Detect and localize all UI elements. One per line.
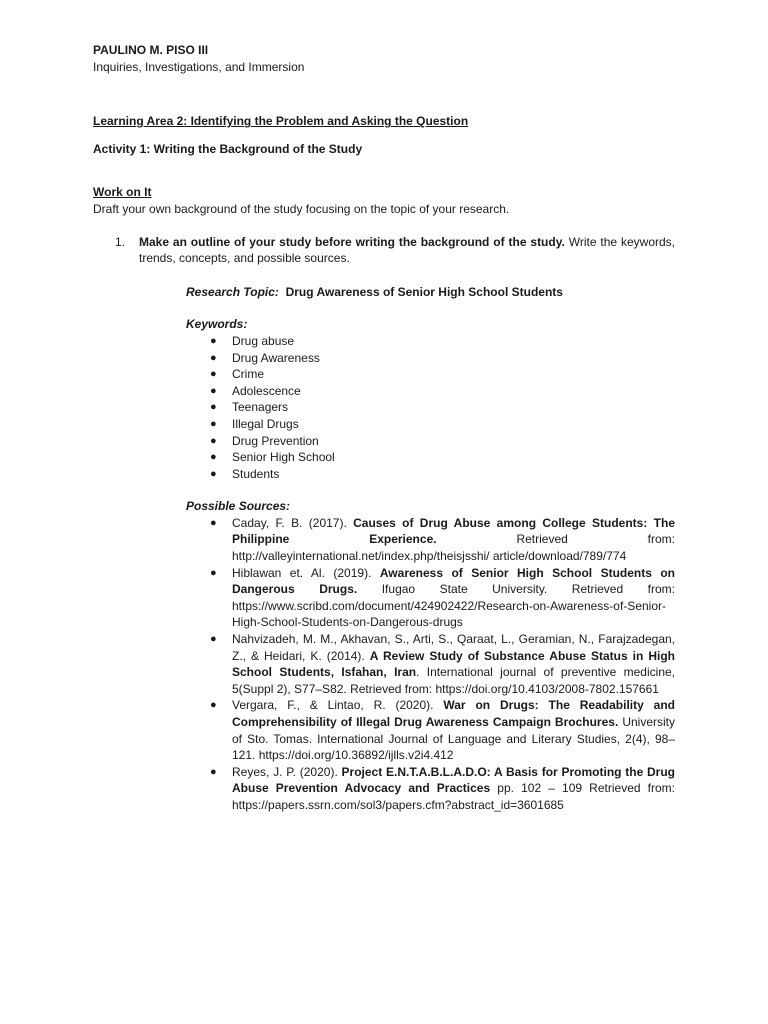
- keyword-item: ● Drug Awareness: [210, 350, 320, 365]
- research-topic-value: Drug Awareness of Senior High School Students: [285, 284, 563, 299]
- activity-heading: Activity 1: Writing the Background of the Study: [93, 141, 363, 156]
- source-item: ● Nahvizadeh, M. M., Akhavan, S., Arti, S., Qaraat, L., Geramian, N., Farajzadegan, Z., & Heidari, K. (2014). A Review Study of Substance Abuse Status in High School Students, Isfahan, Iran. International journal of preventive medicine, 5(Suppl 2), S77–S82. Retrieved from: https://doi.org/10.4103/2008-7802.157661: [210, 632, 675, 696]
- keyword-item: ● Senior High School: [210, 450, 335, 465]
- sources-label: Possible Sources:: [186, 499, 291, 514]
- keyword-item: ● Teenagers: [210, 400, 289, 415]
- bullet-icon: ●: [210, 401, 217, 414]
- bullet-icon: ●: [210, 351, 217, 364]
- outline-block: [186, 284, 675, 814]
- document-page: [93, 42, 675, 814]
- bullet-icon: ●: [210, 368, 217, 381]
- research-topic: [186, 284, 675, 301]
- keyword-item: ● Adolescence: [210, 383, 301, 398]
- bullet-icon: ●: [210, 566, 217, 579]
- keyword-item: ● Illegal Drugs: [210, 416, 299, 431]
- step-bold-text: Make an outline of your study before writing the background of the study.: [139, 234, 565, 249]
- keyword-item: ● Drug Prevention: [210, 433, 319, 448]
- source-item: ● Hiblawan et. Al. (2019). Awareness of Senior High School Students on Dangerous Drugs. Ifugao State University. Retrieved from: https://www.scribd.com/document/424902422/Research-on-Awareness-of-Senior-High-School-Students-on-Dangerous-drugs: [210, 565, 676, 630]
- instruction-step-1: [93, 234, 675, 267]
- work-on-it-instruction: Draft your own background of the study focusing on the topic of your research.: [93, 201, 510, 216]
- sources-list: [186, 515, 675, 814]
- bullet-icon: ●: [210, 417, 217, 430]
- keywords-label: Keywords:: [186, 317, 248, 332]
- bullet-icon: ●: [210, 334, 217, 347]
- source-item: ● Reyes, J. P. (2020). Project E.N.T.A.B.L.A.D.O: A Basis for Promoting the Drug Abuse Prevention Advocacy and Practices pp. 102 – 109 Retrieved from: https://papers.ssrn.com/sol3/papers.cfm?abstract_id=3601685: [210, 764, 676, 812]
- bullet-icon: ●: [210, 434, 217, 447]
- keyword-item: ● Drug abuse: [210, 333, 295, 348]
- source-item: ● Caday, F. B. (2017). Causes of Drug Abuse among College Students: The Philippine Experience. Retrieved from: http://valleyinternational.net/index.php/theisjsshi/ article/download/789/774: [210, 515, 676, 564]
- bullet-icon: ●: [210, 467, 217, 480]
- author-name: PAULINO M. PISO III: [93, 43, 209, 57]
- keyword-item: ● Students: [210, 466, 280, 481]
- bullet-icon: ●: [210, 384, 217, 397]
- work-on-it-heading: Work on It: [93, 185, 152, 200]
- bullet-icon: ●: [210, 451, 217, 464]
- step-rest-text: Write the keywords, trends, concepts, and possible sources.: [139, 234, 675, 266]
- research-topic-label: Research Topic:: [186, 284, 279, 299]
- bullet-icon: ●: [210, 765, 217, 778]
- source-item: ● Vergara, F., & Lintao, R. (2020). War on Drugs: The Readability and Comprehensibility of Illegal Drug Awareness Campaign Brochures. University of Sto. Tomas. International Journal of Language and Literary Studies, 2(4), 98–121. https://doi.org/10.36892/ijlls.v2i4.412: [210, 698, 676, 763]
- bullet-icon: ●: [210, 516, 217, 529]
- step-number: 1.: [115, 234, 126, 249]
- subject-title: Inquiries, Investigations, and Immersion: [93, 59, 305, 74]
- learning-area-heading: Learning Area 2: Identifying the Problem and Asking the Question: [93, 114, 469, 129]
- keyword-item: ● Crime: [210, 367, 264, 382]
- bullet-icon: ●: [210, 633, 217, 646]
- bullet-icon: ●: [210, 699, 217, 712]
- keywords-list: [186, 333, 675, 482]
